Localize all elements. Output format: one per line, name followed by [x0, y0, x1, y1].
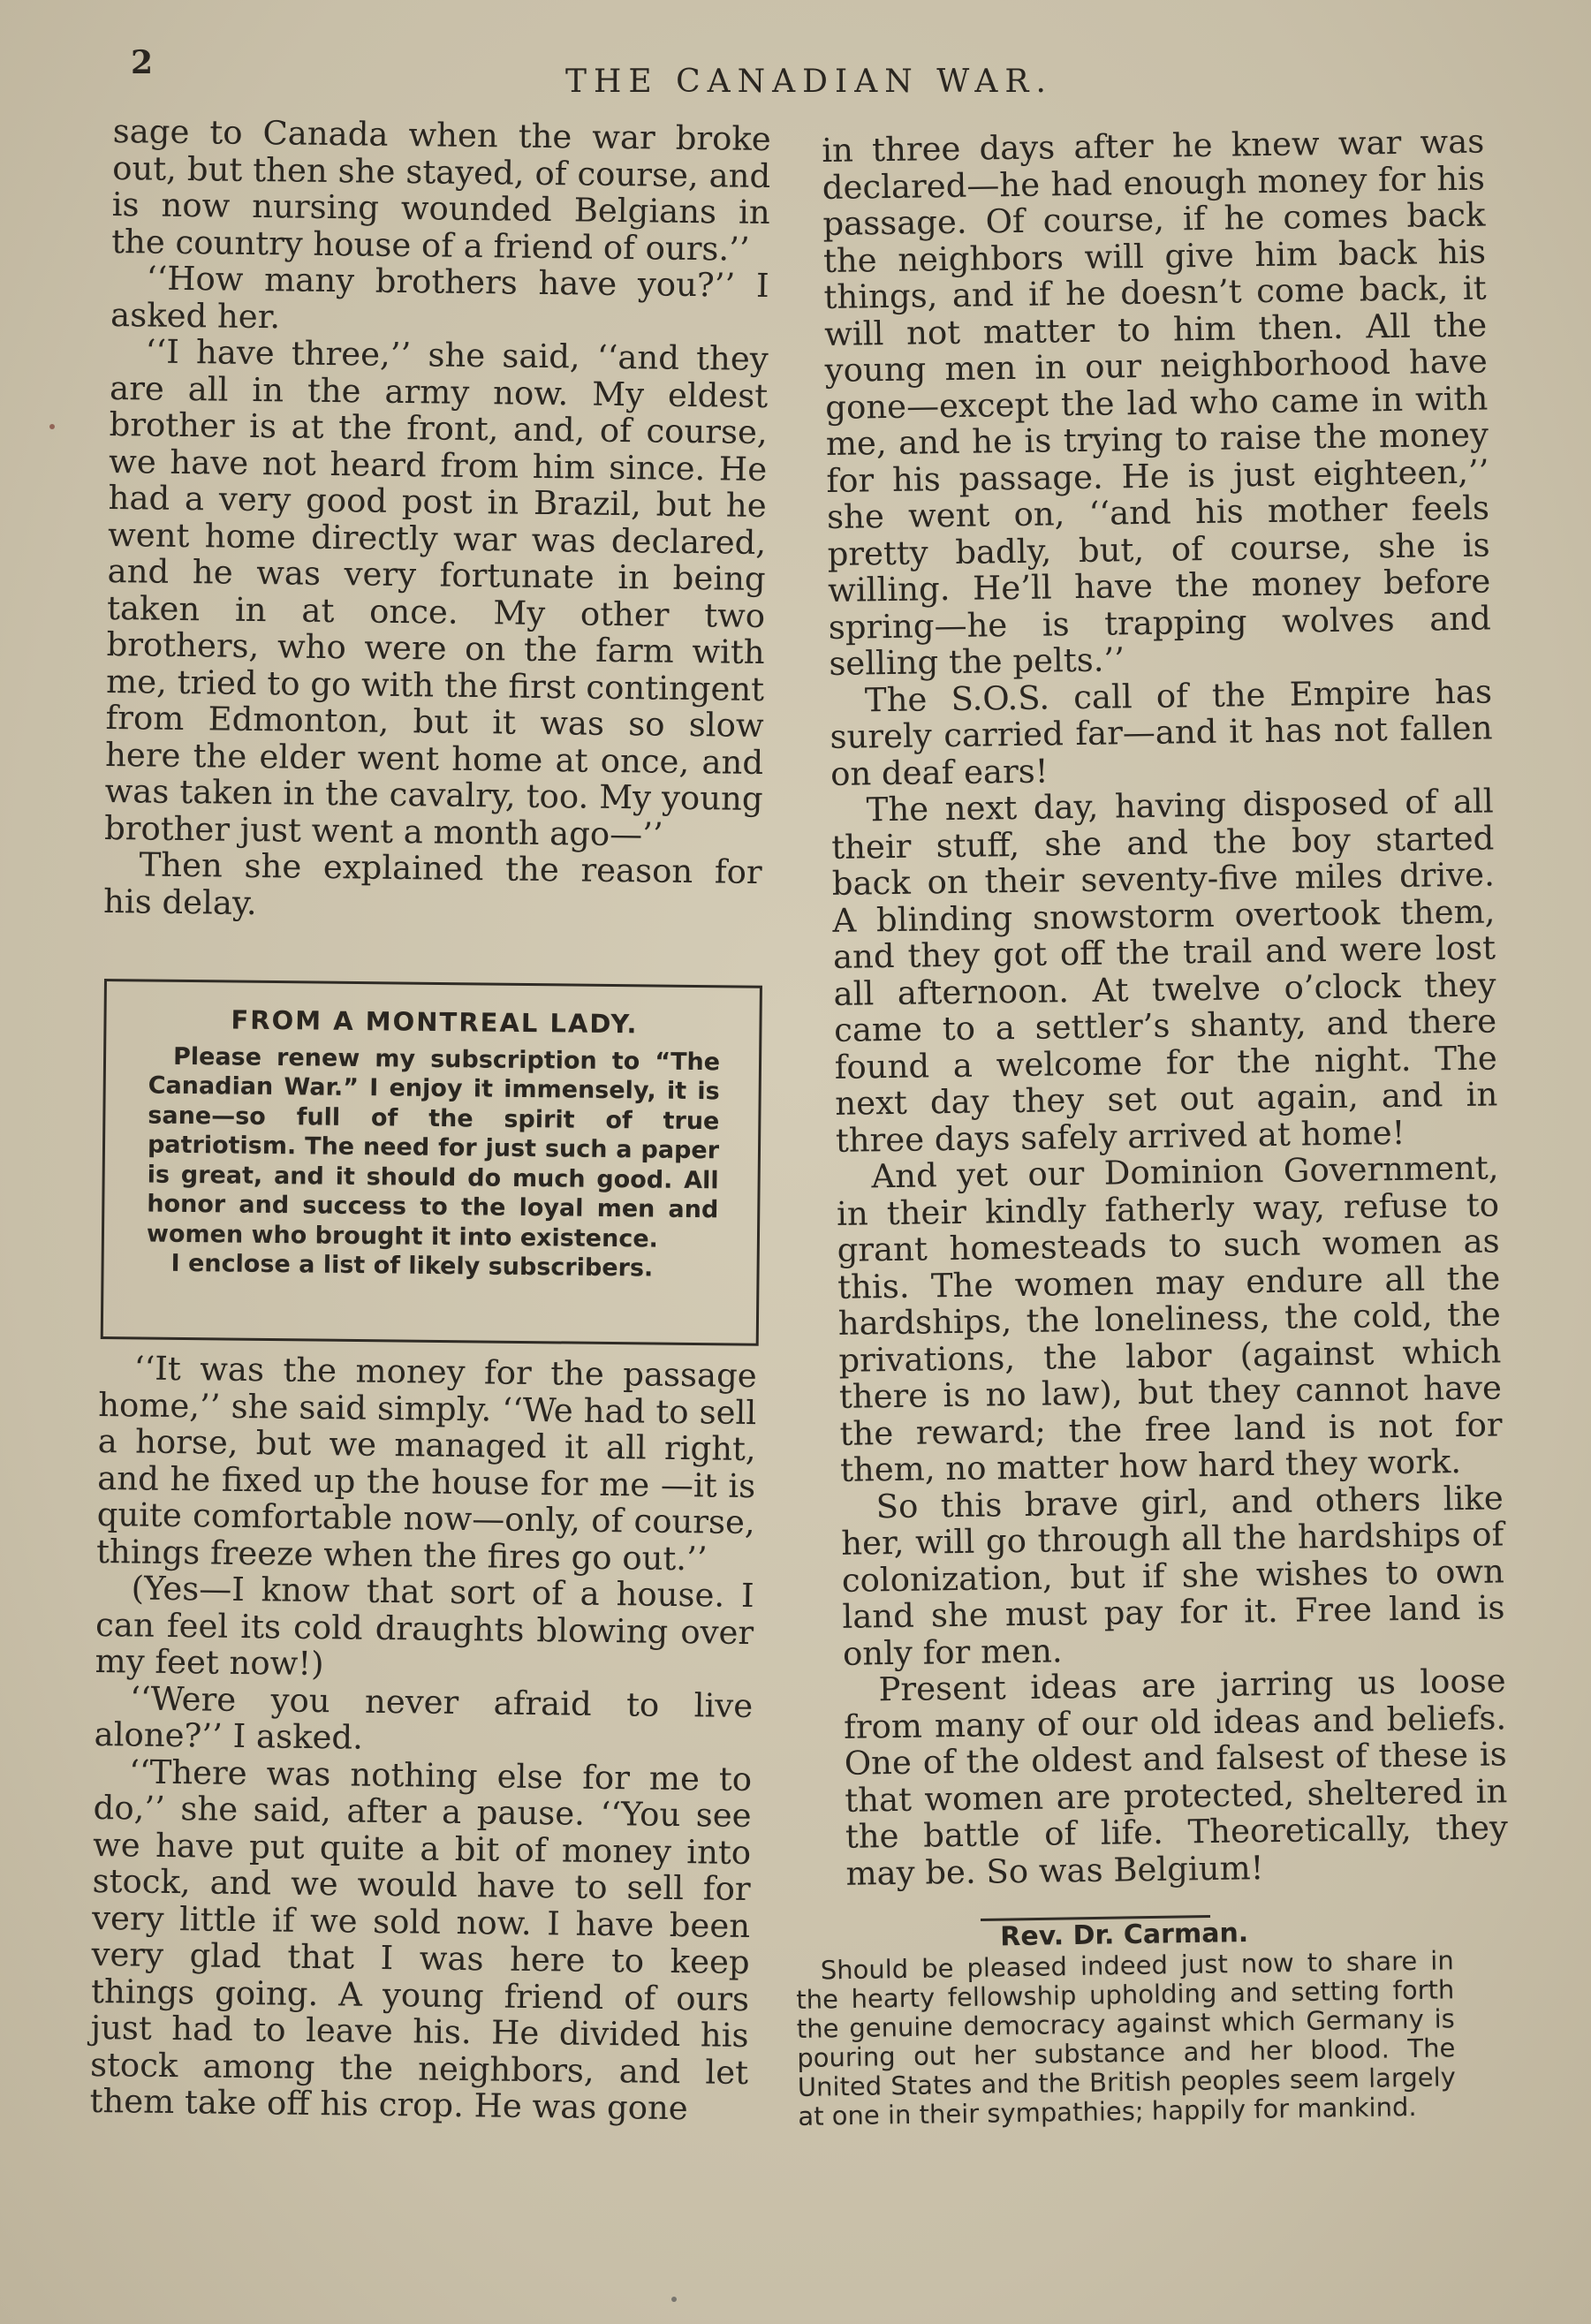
- paragraph: Then she explained the reason for his delay.: [102, 845, 762, 922]
- left-column-top: [103, 113, 771, 927]
- paragraph: ‘‘I have three,’’ she said, ‘‘and they are all in the army now. My eldest brother is at the front, and, of course, we have not heard from him since. He had a very good post in Brazil, but he went home directly war was declared, and he was very fortunate in being taken in at once. My other two brothers, who were on the farm with me, tried to go with the first contingent from Edmonton, but it was so slow here the elder went home at once, and was taken in the cavalry, too. My young brother just went a month ago—’’: [103, 332, 769, 854]
- paper-speck: [671, 2297, 677, 2302]
- carman-note-body: Should be pleased indeed just now to share in the hearty fellowship upholding and setting forth the genuine democracy against which Germany is pouring out her substance and her blood. The United States and the British peoples seem largely at one in their sympathies; happily for mankind.: [796, 1945, 1457, 2131]
- paragraph: Present ideas are jarring us loose from many of our old ideas and beliefs. One of the oldest and falsest of these is that women are protected, sheltered in the battle of life. Theoretically, they may be. So was Belgium!: [843, 1662, 1509, 1893]
- paragraph: (Yes—I know that sort of a house. I can feel its cold draughts blowing over my feet now!): [95, 1569, 754, 1684]
- paragraph: The next day, having disposed of all their stuff, she and the boy started back on their seventy-five miles drive. A blinding snowstorm overtook them, and they got off the trail and were lost all afternoon. At twelve o’clock they came to a settler’s shanty, and there found a welcome for the night. The next day they set out again, and in three days safely arrived at home!: [830, 782, 1498, 1160]
- right-column: [822, 124, 1509, 1892]
- letter-box-title: FROM A MONTREAL LADY.: [231, 1004, 639, 1040]
- paragraph: sage to Canada when the war broke out, but then she stayed, of course, and is now nursing wounded Belgians in the country house of a friend of ours.’’: [110, 112, 771, 269]
- paragraph: ‘‘It was the money for the passage home,’’ she said simply. ‘‘We had to sell a horse, but we managed it all right, and he fixed up the house for me —it is quite comfortable now—only, of course, things freeze when the fires go out.’’: [95, 1349, 757, 1578]
- running-head: THE CANADIAN WAR.: [565, 64, 1053, 100]
- letter-box-closing: I enclose a list of likely subscribers.: [170, 1249, 654, 1283]
- left-column-bottom: [89, 1350, 757, 2128]
- paragraph: So this brave girl, and others like her, will go through all the hardships of colonization, but if she wishes to own land she must pay for it. Free land is only for men.: [841, 1478, 1505, 1673]
- paper-speck: [49, 424, 55, 429]
- carman-note: [795, 1915, 1457, 2131]
- carman-note-title: Rev. Dr. Carman.: [999, 1917, 1249, 1953]
- page-number: 2: [131, 44, 154, 81]
- paragraph: in three days after he knew war was declared—he had enough money for his passage. Of course, if he comes back the neighbors will give him back his things, and if he doesn’t come back, it will not matter to him then. All the young men in our neighborhood have gone—except the lad who came in with me, and he is trying to raise the money for his passage. He is just eighteen,’’ she went on, ‘‘and his mother feels pretty badly, but, of course, she is willing. He’ll have the money before spring—he is trapping wolves and selling the pelts.’’: [821, 122, 1492, 683]
- paragraph: ‘‘There was nothing else for me to do,’’ she said, after a pause. ‘‘You see we have put quite a bit of money into stock, and we would have to sell for very little if we sold now. I have been very glad that I was here to keep things going. A young friend of ours just had to leave his. He divided his stock among the neighbors, and let them take off his crop. He was gone: [89, 1752, 753, 2128]
- letter-box-body: Please renew my subscription to “The Canadian War.” I enjoy it immensely, it is sane—so full of the spirit of true patriotism. The need for just such a paper is great, and it should do much good. All honor and success to the loyal men and women who brought it into existence.: [146, 1042, 721, 1253]
- paragraph: ‘‘Were you never afraid to live alone?’’ I asked.: [94, 1678, 754, 1757]
- letter-box: [101, 979, 762, 1346]
- paragraph: The S.O.S. call of the Empire has surely carried far—and it has not fallen on deaf ears!: [830, 671, 1493, 793]
- paragraph: ‘‘How many brothers have you?’’ I asked her.: [110, 259, 769, 336]
- paragraph: And yet our Dominion Government, in their kindly fatherly way, refuse to grant homesteads to such women as this. The women may endure all the hardships, the loneliness, the cold, the privations, the labor (against which there is no law), but they cannot have the reward; the free land is not for them, no matter how hard they work.: [836, 1148, 1503, 1489]
